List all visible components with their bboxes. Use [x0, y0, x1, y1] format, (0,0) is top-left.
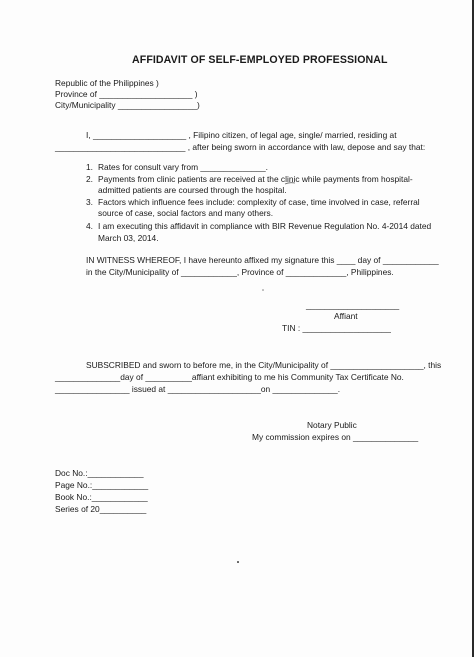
witness-line-1: IN WITNESS WHEREOF, I have hereunto affixed my signature this ____ day of ____________	[86, 255, 439, 265]
list-item-number: 2.	[86, 174, 93, 184]
footer-book-no: Book No.:____________	[55, 492, 148, 502]
venue-city: City/Municipality _________________)	[55, 100, 200, 110]
list-item-text: Payments from clinic patients are received at the clinic while payments from hospital-	[98, 174, 413, 184]
subscribed-line-1: SUBSCRIBED and sworn to before me, in the City/Municipality of ____________________, this	[86, 360, 442, 370]
subscribed-line-3: ________________ issued at ____________________on ______________.	[55, 384, 341, 394]
list-item-4	[86, 221, 431, 231]
pen-mark	[284, 181, 296, 186]
list-item-1	[86, 162, 268, 172]
list-item-number: 3.	[86, 197, 93, 207]
footer-doc-no: Doc No.:____________	[55, 468, 144, 478]
intro-line-2: ____________________________ , after being sworn in accordance with law, depose and say that:	[55, 142, 426, 152]
scan-speck	[237, 561, 239, 563]
list-item-4-cont: March 03, 2014.	[98, 233, 159, 243]
affiant-tin: TIN : ___________________	[282, 323, 391, 333]
list-item-text: Factors which influence fees include: complexity of case, time involved in case, referral	[98, 197, 420, 207]
venue-republic: Republic of the Philippines )	[55, 78, 159, 88]
subscribed-line-2: ______________day of __________affiant exhibiting to me his Community Tax Certificate No.	[55, 372, 404, 382]
affiant-label: Affiant	[334, 311, 358, 321]
venue-province: Province of ____________________ )	[55, 89, 198, 99]
notary-commission: My commission expires on ______________	[252, 432, 419, 442]
list-item-text: I am executing this affidavit in compliance with BIR Revenue Regulation No. 4-2014 dated	[98, 221, 432, 231]
notary-public-label: Notary Public	[307, 420, 357, 430]
list-item-3-cont: source of case, social factors and many others.	[98, 208, 274, 218]
list-item-number: 1.	[86, 162, 93, 172]
footer-page-no: Page No.:____________	[55, 480, 149, 490]
list-item-2-cont: admitted patients are coursed through the hospital.	[98, 185, 287, 195]
list-item-2	[86, 174, 413, 184]
intro-line-1: I, ____________________ , Filipino citizen, of legal age, single/ married, residing at	[86, 130, 397, 140]
list-item-text: Rates for consult vary from ______________.	[98, 162, 268, 172]
list-item-number: 4.	[86, 221, 93, 231]
list-item-3	[86, 197, 420, 207]
footer-series: Series of 20__________	[55, 504, 147, 514]
document-title: AFFIDAVIT OF SELF-EMPLOYED PROFESSIONAL	[132, 54, 388, 66]
witness-line-2: in the City/Municipality of ____________, Province of _____________, Philippines.	[86, 267, 394, 277]
scan-speck	[262, 289, 264, 291]
affiant-signature-line: ____________________	[306, 300, 400, 310]
